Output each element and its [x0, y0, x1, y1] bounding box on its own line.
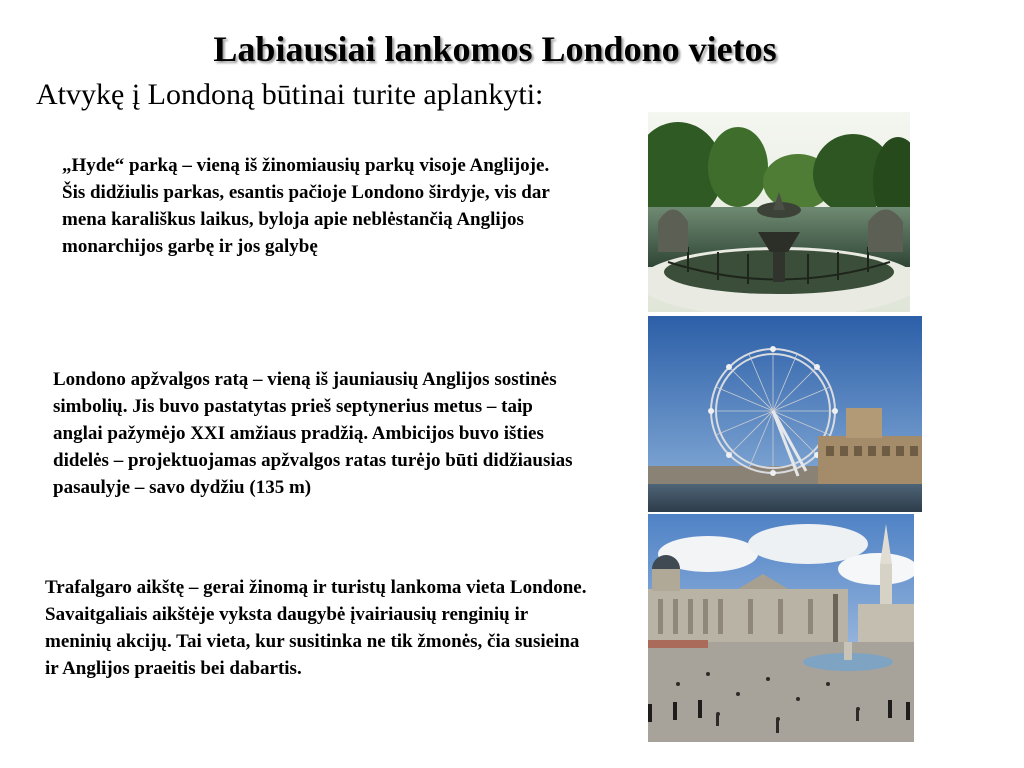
trafalgar-square-photo: [648, 514, 914, 742]
slide-title: Labiausiai lankomos Londono vietos: [213, 29, 777, 69]
london-eye-photo: [648, 316, 922, 512]
slide-subtitle: Atvykę į Londoną būtinai turite aplankyti:: [36, 78, 544, 111]
hyde-park-paragraph: „Hyde“ parką – vieną iš žinomiausių parkų visoje Anglijoje. Šis didžiulis parkas, esantis pačioje Londono širdyje, vis dar mena karališkus laikus, byloja apie neblėstančią Anglijos monarchijos garbę ir jos galybę: [62, 155, 550, 257]
london-eye-paragraph: Londono apžvalgos ratą – vieną iš jauniausių Anglijos sostinės simbolių. Jis buvo pastatytas prieš septynerius metus – taip anglai pažymėjo XXI amžiaus pradžią. Ambicijos buvo išties didelės – projektuojamas apžvalgos ratas turėjo būti didžiausias pasaulyje – savo dydžiu (135 m): [53, 369, 573, 498]
trafalgar-square-paragraph: Trafalgaro aikštę – gerai žinomą ir turistų lankoma vieta Londone. Savaitgaliais aikštėje vyksta daugybė įvairiausių renginių ir meninių akcijų. Tai vieta, kur susitinka ne tik žmonės, čia susieina ir Anglijos praeitis bei dabartis.: [45, 577, 587, 679]
hyde-park-fountain-photo: [648, 112, 910, 312]
